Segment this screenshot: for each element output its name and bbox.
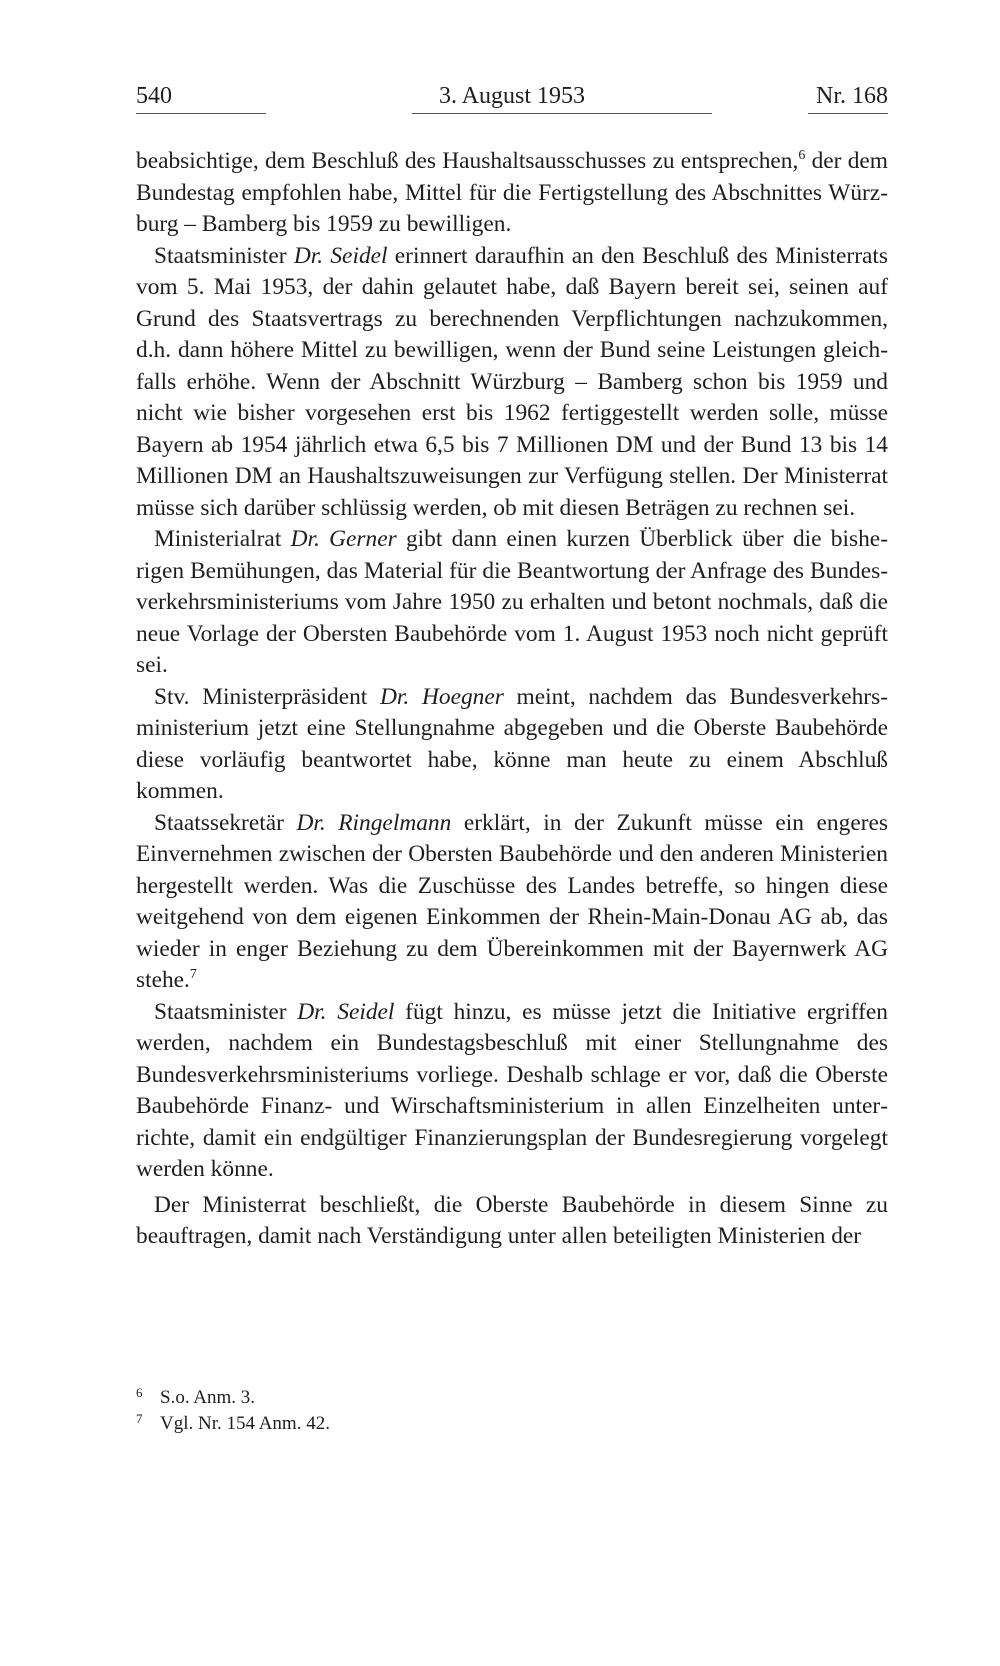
speaker-title: Staatssekretär [154, 809, 297, 836]
speaker-title: Staatsminister [154, 242, 294, 269]
footnote [136, 1385, 888, 1411]
paragraph-text: erinnert daraufhin an den Beschluß des Ministerrats vom 5. Mai 1953, der dahin gelautet habe, daß Bayern bereit sei, seinen auf Grund des Staatsvertrags zu berechnenden Verpflichtungen nachzukommen, d.h. dann höhere Mittel zu bewilligen, wenn der Bund seine Leistungen gleichfalls erhöhe. Wenn der Abschnitt Würzburg – Bamberg schon bis 1959 und nicht wie bisher vorgesehen erst bis 1962 fertiggestellt werden solle, müsse Bayern ab 1954 jährlich etwa 6,5 bis 7 Millionen DM und der Bund 13 bis 14 Millionen DM an Haushaltszuweisungen zur Verfügung stellen. Der Ministerrat müsse sich darüber schlüssig werden, ob mit diesen Beträgen zu rechnen sei. [136, 242, 888, 521]
paragraph-text: der dem Bundestag empfohlen habe, Mittel für die Fertigstellung des Abschnittes Würzburg – Bamberg bis 1959 zu bewilligen. [136, 148, 888, 237]
paragraph-continuation [136, 146, 888, 241]
paragraph-ringelmann [136, 808, 888, 997]
speaker-name: Dr. Hoegner [380, 683, 504, 710]
paragraph-gerner [136, 524, 888, 682]
footnote-mark: 7 [136, 1411, 143, 1426]
footnote-mark: 6 [136, 1385, 143, 1400]
speaker-name: Dr. Seidel [297, 998, 395, 1025]
paragraph-resolution [136, 1190, 888, 1253]
page-number: 540 [136, 83, 172, 109]
footnote-ref-6[interactable]: 6 [798, 148, 806, 163]
paragraph-text: gibt dann einen kurzen Überblick über die bisherigen Bemühungen, das Material für die Beantwortung der Anfrage des Bundesverkehrsministeriums vom Jahre 1950 zu erhalten und betont nochmals, daß die neue Vorlage der Obersten Baubehörde vom 1. August 1953 noch nicht geprüft sei. [136, 526, 888, 678]
paragraph-text: meint, nachdem das Bundesverkehrsministerium jetzt eine Stellungnahme abgegeben und die Oberste Baubehörde diese vorläufig beantwortet habe, könne man heute zu einem Abschluß kommen. [136, 683, 888, 804]
speaker-title: Staatsminister [154, 998, 298, 1025]
footnote-text: Vgl. Nr. 154 Anm. 42. [160, 1413, 330, 1434]
speaker-name: Dr. Seidel [293, 242, 388, 269]
paragraph-hoegner [136, 682, 888, 808]
paragraph-text: beabsichtige, dem Beschluß des Haushaltsausschusses zu entsprechen, [136, 148, 799, 174]
footnote [136, 1411, 888, 1437]
paragraph-text: Der Ministerrat beschließt, die Oberste Baubehörde in diesem Sinne zu beauftragen, damit nach Verständigung unter allen beteiligten Ministerien der [136, 1191, 888, 1249]
speaker-name: Dr. Ringelmann [296, 809, 452, 836]
paragraph-text: erklärt, in der Zukunft müsse ein engeres Einvernehmen zwischen der Obersten Baubehörde und den anderen Ministerien hergestellt werden. Was die Zuschüsse des Landes betreffe, so hingen diese weitgehend von dem eigenen Einkommen der Rhein-Main-Donau AG ab, das wieder in enger Beziehung zu dem Übereinkommen mit der Bayernwerk AG stehe. [136, 809, 888, 993]
running-head [136, 82, 888, 114]
paragraph-text: fügt hinzu, es müsse jetzt die Initiative ergriffen werden, nachdem ein Bundestagsbeschluß mit einer Stellungnahme des Bundesverkehrsministeriums vorliege. Deshalb schlage er vor, daß die Oberste Baubehörde Finanz- und Wirschaftsministerium in allen Einzelheiten unterrichte, damit ein endgültiger Finanzierungsplan der Bundesregierung vorgelegt werden könne. [136, 998, 888, 1182]
paragraph-seidel-2 [136, 997, 888, 1186]
header-rule-center [412, 113, 712, 114]
footnotes [136, 1385, 888, 1437]
footnote-text: S.o. Anm. 3. [160, 1387, 256, 1408]
document-number: Nr. 168 [816, 83, 888, 109]
footnote-ref-7[interactable]: 7 [189, 967, 197, 982]
paragraph-seidel-1 [136, 241, 888, 525]
header-date: 3. August 1953 [438, 83, 585, 109]
body-text [136, 146, 888, 1253]
speaker-title: Stv. Ministerpräsident [154, 683, 380, 710]
header-rule-right [808, 113, 888, 114]
speaker-title: Ministerialrat [154, 526, 291, 552]
header-rule-left [136, 113, 266, 114]
speaker-name: Dr. Gerner [290, 526, 397, 552]
